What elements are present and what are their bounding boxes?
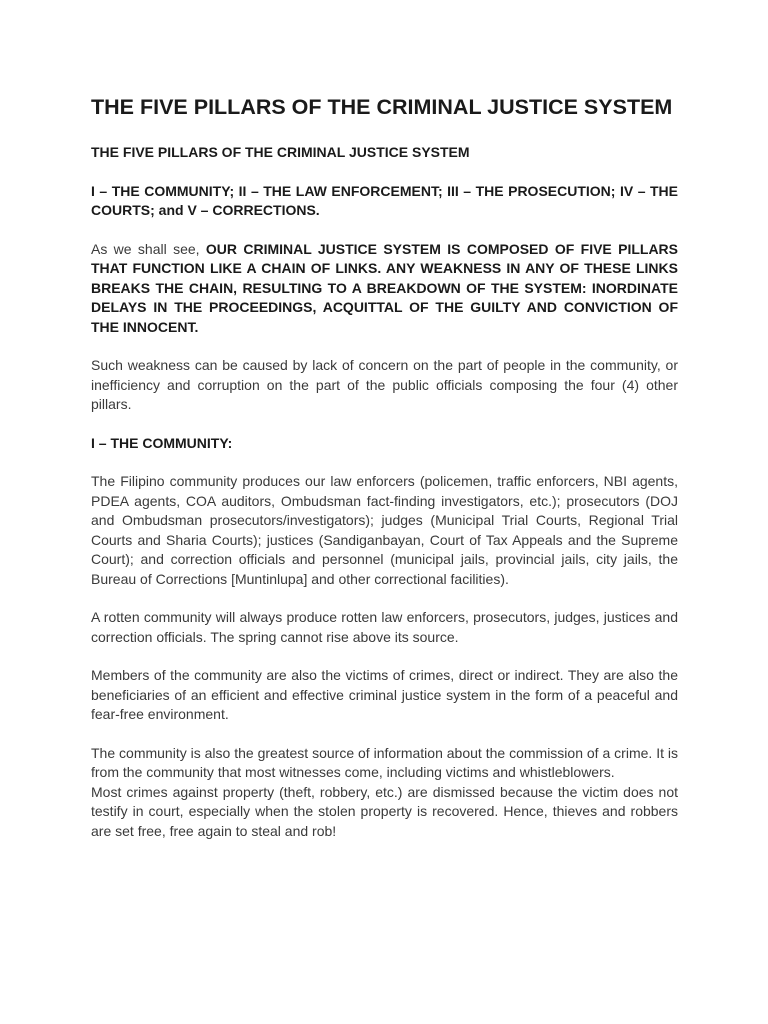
section-heading-community: I – THE COMMUNITY:	[91, 434, 233, 451]
document-title: THE FIVE PILLARS OF THE CRIMINAL JUSTICE SYSTEM	[91, 95, 673, 119]
intro-lead: As we shall see,	[91, 240, 200, 257]
community-paragraph-3: Members of the community are also the victims of crimes, direct or indirect. They are also the beneficiaries of an efficient and effective criminal justice system in the form of a peaceful and fear-free environment.	[91, 667, 678, 722]
document-subtitle: THE FIVE PILLARS OF THE CRIMINAL JUSTICE SYSTEM	[91, 144, 470, 160]
weakness-paragraph: Such weakness can be caused by lack of concern on the part of people in the community, or inefficiency and corruption on the part of the public officials composing the four (4) other pillars.	[91, 357, 678, 412]
community-paragraph-2: A rotten community will always produce rotten law enforcers, prosecutors, judges, justices and correction officials. The spring cannot rise above its source.	[91, 609, 678, 645]
pillars-list: I – THE COMMUNITY; II – THE LAW ENFORCEMENT; III – THE PROSECUTION; IV – THE COURTS; and V – CORRECTIONS.	[91, 182, 678, 218]
document-page	[91, 93, 678, 860]
community-paragraph-4: The community is also the greatest source of information about the commission of a crime. It is from the community that most witnesses come, including victims and whistleblowers.	[91, 744, 678, 780]
intro-bold-statement: OUR CRIMINAL JUSTICE SYSTEM IS COMPOSED OF FIVE PILLARS THAT FUNCTION LIKE A CHAIN OF LINKS. ANY WEAKNESS IN ANY OF THESE LINKS BREAKS THE CHAIN, RESULTING TO A BREAKDOWN OF THE SYSTEM: INORDINATE DELAYS IN THE PROCEEDINGS, ACQUITTAL OF THE GUILTY AND CONVICTION OF THE INNOCENT.	[91, 240, 678, 335]
community-paragraph-1: The Filipino community produces our law enforcers (policemen, traffic enforcers, NBI agents, PDEA agents, COA auditors, Ombudsman fact-finding investigators, etc.); prosecutors (DOJ and Ombudsman prosecutors/investigators); judges (Municipal Trial Courts, Regional Trial Courts and Sharia Courts); justices (Sandiganbayan, Court of Tax Appeals and the Supreme Court); and correction officials and personnel (municipal jails, provincial jails, city jails, the Bureau of Corrections [Muntinlupa] and other correctional facilities).	[91, 473, 678, 587]
community-paragraph-5: Most crimes against property (theft, robbery, etc.) are dismissed because the victim does not testify in court, especially when the stolen property is recovered. Hence, thieves and robbers are set free, free again to steal and rob!	[91, 783, 678, 839]
intro-paragraph	[91, 240, 678, 338]
